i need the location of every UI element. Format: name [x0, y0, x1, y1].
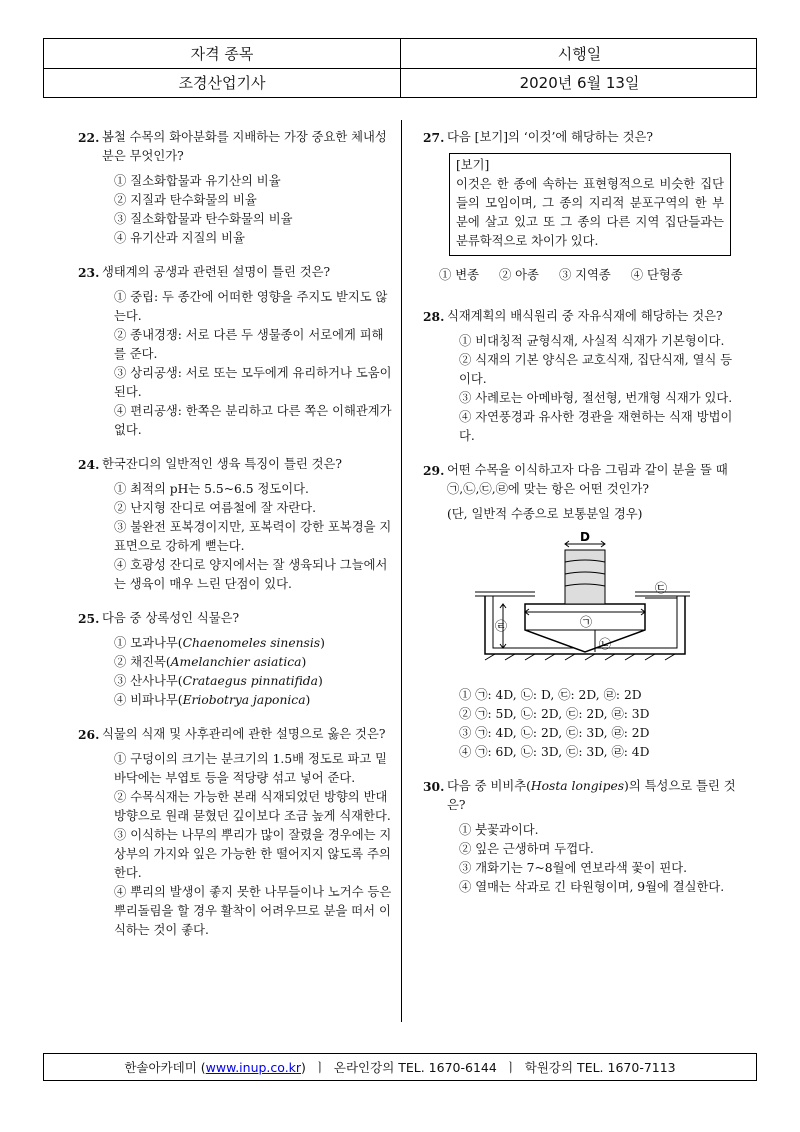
option[interactable]: ① 최적의 pH는 5.5~6.5 정도이다. — [114, 482, 309, 496]
option-korean-name: 모과나무( — [130, 636, 183, 650]
question-number: 30. — [423, 779, 445, 794]
question-text: 식물의 식재 및 사후관리에 관한 설명으로 옳은 것은? — [102, 727, 386, 741]
option[interactable]: ② ㉠: 5D, ㉡: 2D, ㉢: 2D, ㉣: 3D — [459, 707, 650, 721]
option-korean-name: 산사나무( — [130, 674, 183, 688]
header-date-label: 시행일 — [557, 45, 602, 63]
question-number: 27. — [423, 130, 445, 145]
question-text: 생태계의 공생과 관련된 설명이 틀린 것은? — [102, 265, 331, 279]
option[interactable]: ④ 뿌리의 발생이 좋지 못한 나무들이나 노거수 등은 뿌리돌림을 할 경우 활착이 어려우므로 분을 떠서 이식하는 것이 좋다. — [114, 885, 392, 937]
option[interactable]: ④ 유기산과 지질의 비율 — [114, 231, 245, 245]
option[interactable]: ② 종내경쟁: 서로 다른 두 생물종이 서로에게 피해를 준다. — [114, 328, 384, 361]
option[interactable]: ② 지질과 탄수화물의 비율 — [114, 193, 257, 207]
option[interactable]: ① ㉠: 4D, ㉡: D, ㉢: 2D, ㉣: 2D — [459, 688, 642, 702]
option[interactable]: ① 변종 — [439, 268, 479, 282]
label-c: ㉢ — [655, 581, 668, 595]
option[interactable]: ③ 불완전 포복경이지만, 포복력이 강한 포복경을 지표면으로 강하게 뻗는다. — [114, 520, 392, 553]
question-text: 어떤 수목을 이식하고자 다음 그림과 같이 분을 뜰 때 ㉠,㉡,㉢,㉣에 맞는 항은 어떤 것인가? — [447, 463, 728, 496]
column-divider — [401, 120, 402, 1022]
option[interactable]: ③ 이식하는 나무의 뿌리가 많이 잘렸을 경우에는 지상부의 가지와 잎은 가능한 한 떨어지지 않도록 주의한다. — [114, 828, 392, 880]
root-ball-figure — [465, 532, 743, 678]
root-ball-diagram — [465, 532, 705, 672]
example-box-title: [보기] — [456, 158, 490, 172]
option[interactable]: ② 식재의 기본 양식은 교호식재, 집단식재, 열식 등이다. — [459, 353, 733, 386]
option[interactable]: ④ 편리공생: 한쪽은 분리하고 다른 쪽은 이해관계가 없다. — [114, 404, 392, 437]
option-marker: ③ — [114, 674, 127, 688]
question-text: 식재계획의 배식원리 중 자유식재에 해당하는 것은? — [447, 309, 723, 323]
question-23 — [80, 263, 392, 440]
header-row-labels — [44, 39, 756, 69]
option[interactable]: ① 비대칭적 균형식재, 사실적 식재가 기본형이다. — [459, 334, 725, 348]
question-text-pre: 다음 중 비비추( — [447, 779, 531, 793]
option[interactable]: ① 구덩이의 크기는 분크기의 1.5배 정도로 파고 밑바닥에는 부엽토 등을 적당량 섞고 넣어 준다. — [114, 752, 388, 785]
option[interactable]: ② 잎은 근생하며 두껍다. — [459, 842, 594, 856]
header-subject-value: 조경산업기사 — [44, 68, 401, 97]
question-30 — [425, 777, 743, 897]
option-marker: ④ — [114, 693, 127, 707]
footer-prefix: 한솔아카데미 ( — [124, 1060, 206, 1075]
question-number: 28. — [423, 309, 445, 324]
option-close-paren: ) — [318, 674, 323, 688]
example-box-text: 이것은 한 종에 속하는 표현형적으로 비슷한 집단들의 모임이며, 그 종의 지리적 분포구역의 한 부분에 살고 있고 또 그 종의 다른 지역 집단들과는 분류학적으로 차이가 있다. — [456, 177, 724, 248]
question-text: 한국잔디의 일반적인 생육 특징이 틀린 것은? — [102, 457, 342, 471]
label-b: ㉡ — [599, 637, 612, 651]
option[interactable]: ④ 열매는 삭과로 긴 타원형이며, 9월에 결실한다. — [459, 880, 725, 894]
question-24 — [80, 455, 392, 594]
question-text: 다음 [보기]의 ‘이것’에 해당하는 것은? — [447, 130, 653, 144]
option[interactable]: ④ 호광성 잔디로 양지에서는 잘 생육되나 그늘에서는 생육이 매우 느린 단점이 있다. — [114, 558, 388, 591]
question-number: 29. — [423, 463, 445, 478]
option-korean-name: 비파나무( — [130, 693, 183, 707]
question-number: 24. — [78, 457, 100, 472]
option-scientific-name: Crataegus pinnatifida — [182, 674, 318, 688]
footer-suffix: ) ㅣ 온라인강의 TEL. 1670-6144 ㅣ 학원강의 TEL. 1670-7113 — [301, 1060, 676, 1075]
question-number: 25. — [78, 611, 100, 626]
option[interactable]: ① 중립: 두 종간에 어떠한 영향을 주지도 받지도 않는다. — [114, 290, 388, 323]
option[interactable]: ② 수목식재는 가능한 본래 식재되었던 방향의 반대방향으로 원래 묻혔던 깊이보다 조금 높게 식재한다. — [114, 790, 391, 823]
label-e: ㉣ — [495, 619, 508, 633]
option[interactable]: ③ 개화기는 7~8월에 연보라색 꽃이 핀다. — [459, 861, 688, 875]
option-close-paren: ) — [301, 655, 307, 669]
option[interactable] — [94, 672, 392, 691]
example-box — [449, 153, 731, 256]
question-text-post: )의 특성으로 틀린 것은? — [447, 779, 736, 812]
option-korean-name: 채진목( — [130, 655, 171, 669]
option-close-paren: ) — [305, 693, 311, 707]
option-marker: ② — [114, 655, 127, 669]
header-subject-label: 자격 종목 — [44, 39, 401, 68]
question-25 — [80, 609, 392, 710]
option[interactable]: ③ 사례로는 아메바형, 절선형, 번개형 식재가 있다. — [459, 391, 733, 405]
footer — [43, 1053, 757, 1081]
question-number: 26. — [78, 727, 100, 742]
option[interactable]: ① 붓꽃과이다. — [459, 823, 539, 837]
header-date-value: 2020년 6월 13일 — [519, 74, 640, 92]
right-column — [425, 128, 743, 912]
option[interactable]: ② 아종 — [498, 268, 539, 282]
label-a: ㉠ — [580, 615, 593, 629]
question-29 — [425, 461, 743, 762]
option[interactable] — [94, 653, 392, 672]
option[interactable]: ③ 지역종 — [558, 268, 611, 282]
left-column — [80, 128, 392, 955]
option[interactable] — [94, 691, 392, 710]
header-row-values — [44, 68, 756, 97]
option[interactable]: ① 질소화합물과 유기산의 비율 — [114, 174, 281, 188]
option-scientific-name: Amelanchier asiatica — [170, 655, 302, 669]
question-27 — [425, 128, 743, 285]
question-22 — [80, 128, 392, 248]
footer-link[interactable]: www.inup.co.kr — [205, 1059, 302, 1075]
option-scientific-name: Chaenomeles sinensis — [182, 636, 321, 650]
option[interactable]: ③ 상리공생: 서로 또는 모두에게 유리하거나 도움이 된다. — [114, 366, 392, 399]
option-scientific-name: Eriobotrya japonica — [182, 693, 306, 707]
label-d: D — [580, 532, 590, 544]
question-26 — [80, 725, 392, 940]
option[interactable] — [94, 634, 392, 653]
option[interactable]: ④ ㉠: 6D, ㉡: 3D, ㉢: 3D, ㉣: 4D — [459, 745, 650, 759]
option[interactable]: ④ 자연풍경과 유사한 경관을 재현하는 식재 방법이다. — [459, 410, 733, 443]
header-table — [43, 38, 757, 98]
question-number: 22. — [78, 130, 100, 145]
question-text: 다음 중 상록성인 식물은? — [102, 611, 240, 625]
option[interactable]: ② 난지형 잔디로 여름철에 잘 자란다. — [114, 501, 317, 515]
question-28 — [425, 307, 743, 446]
option[interactable]: ③ 질소화합물과 탄수화물의 비율 — [114, 212, 293, 226]
option-marker: ① — [114, 636, 127, 650]
question-text-sci: Hosta longipes — [530, 779, 625, 793]
question-text: 봄철 수목의 화아분화를 지배하는 가장 중요한 체내성분은 무엇인가? — [102, 130, 387, 163]
option-close-paren: ) — [320, 636, 325, 650]
option[interactable]: ③ ㉠: 4D, ㉡: 2D, ㉢: 3D, ㉣: 2D — [459, 726, 650, 740]
question-note: (단, 일반적 수종으로 보통분일 경우) — [447, 507, 643, 521]
option[interactable]: ④ 단형종 — [630, 268, 683, 282]
question-number: 23. — [78, 265, 100, 280]
